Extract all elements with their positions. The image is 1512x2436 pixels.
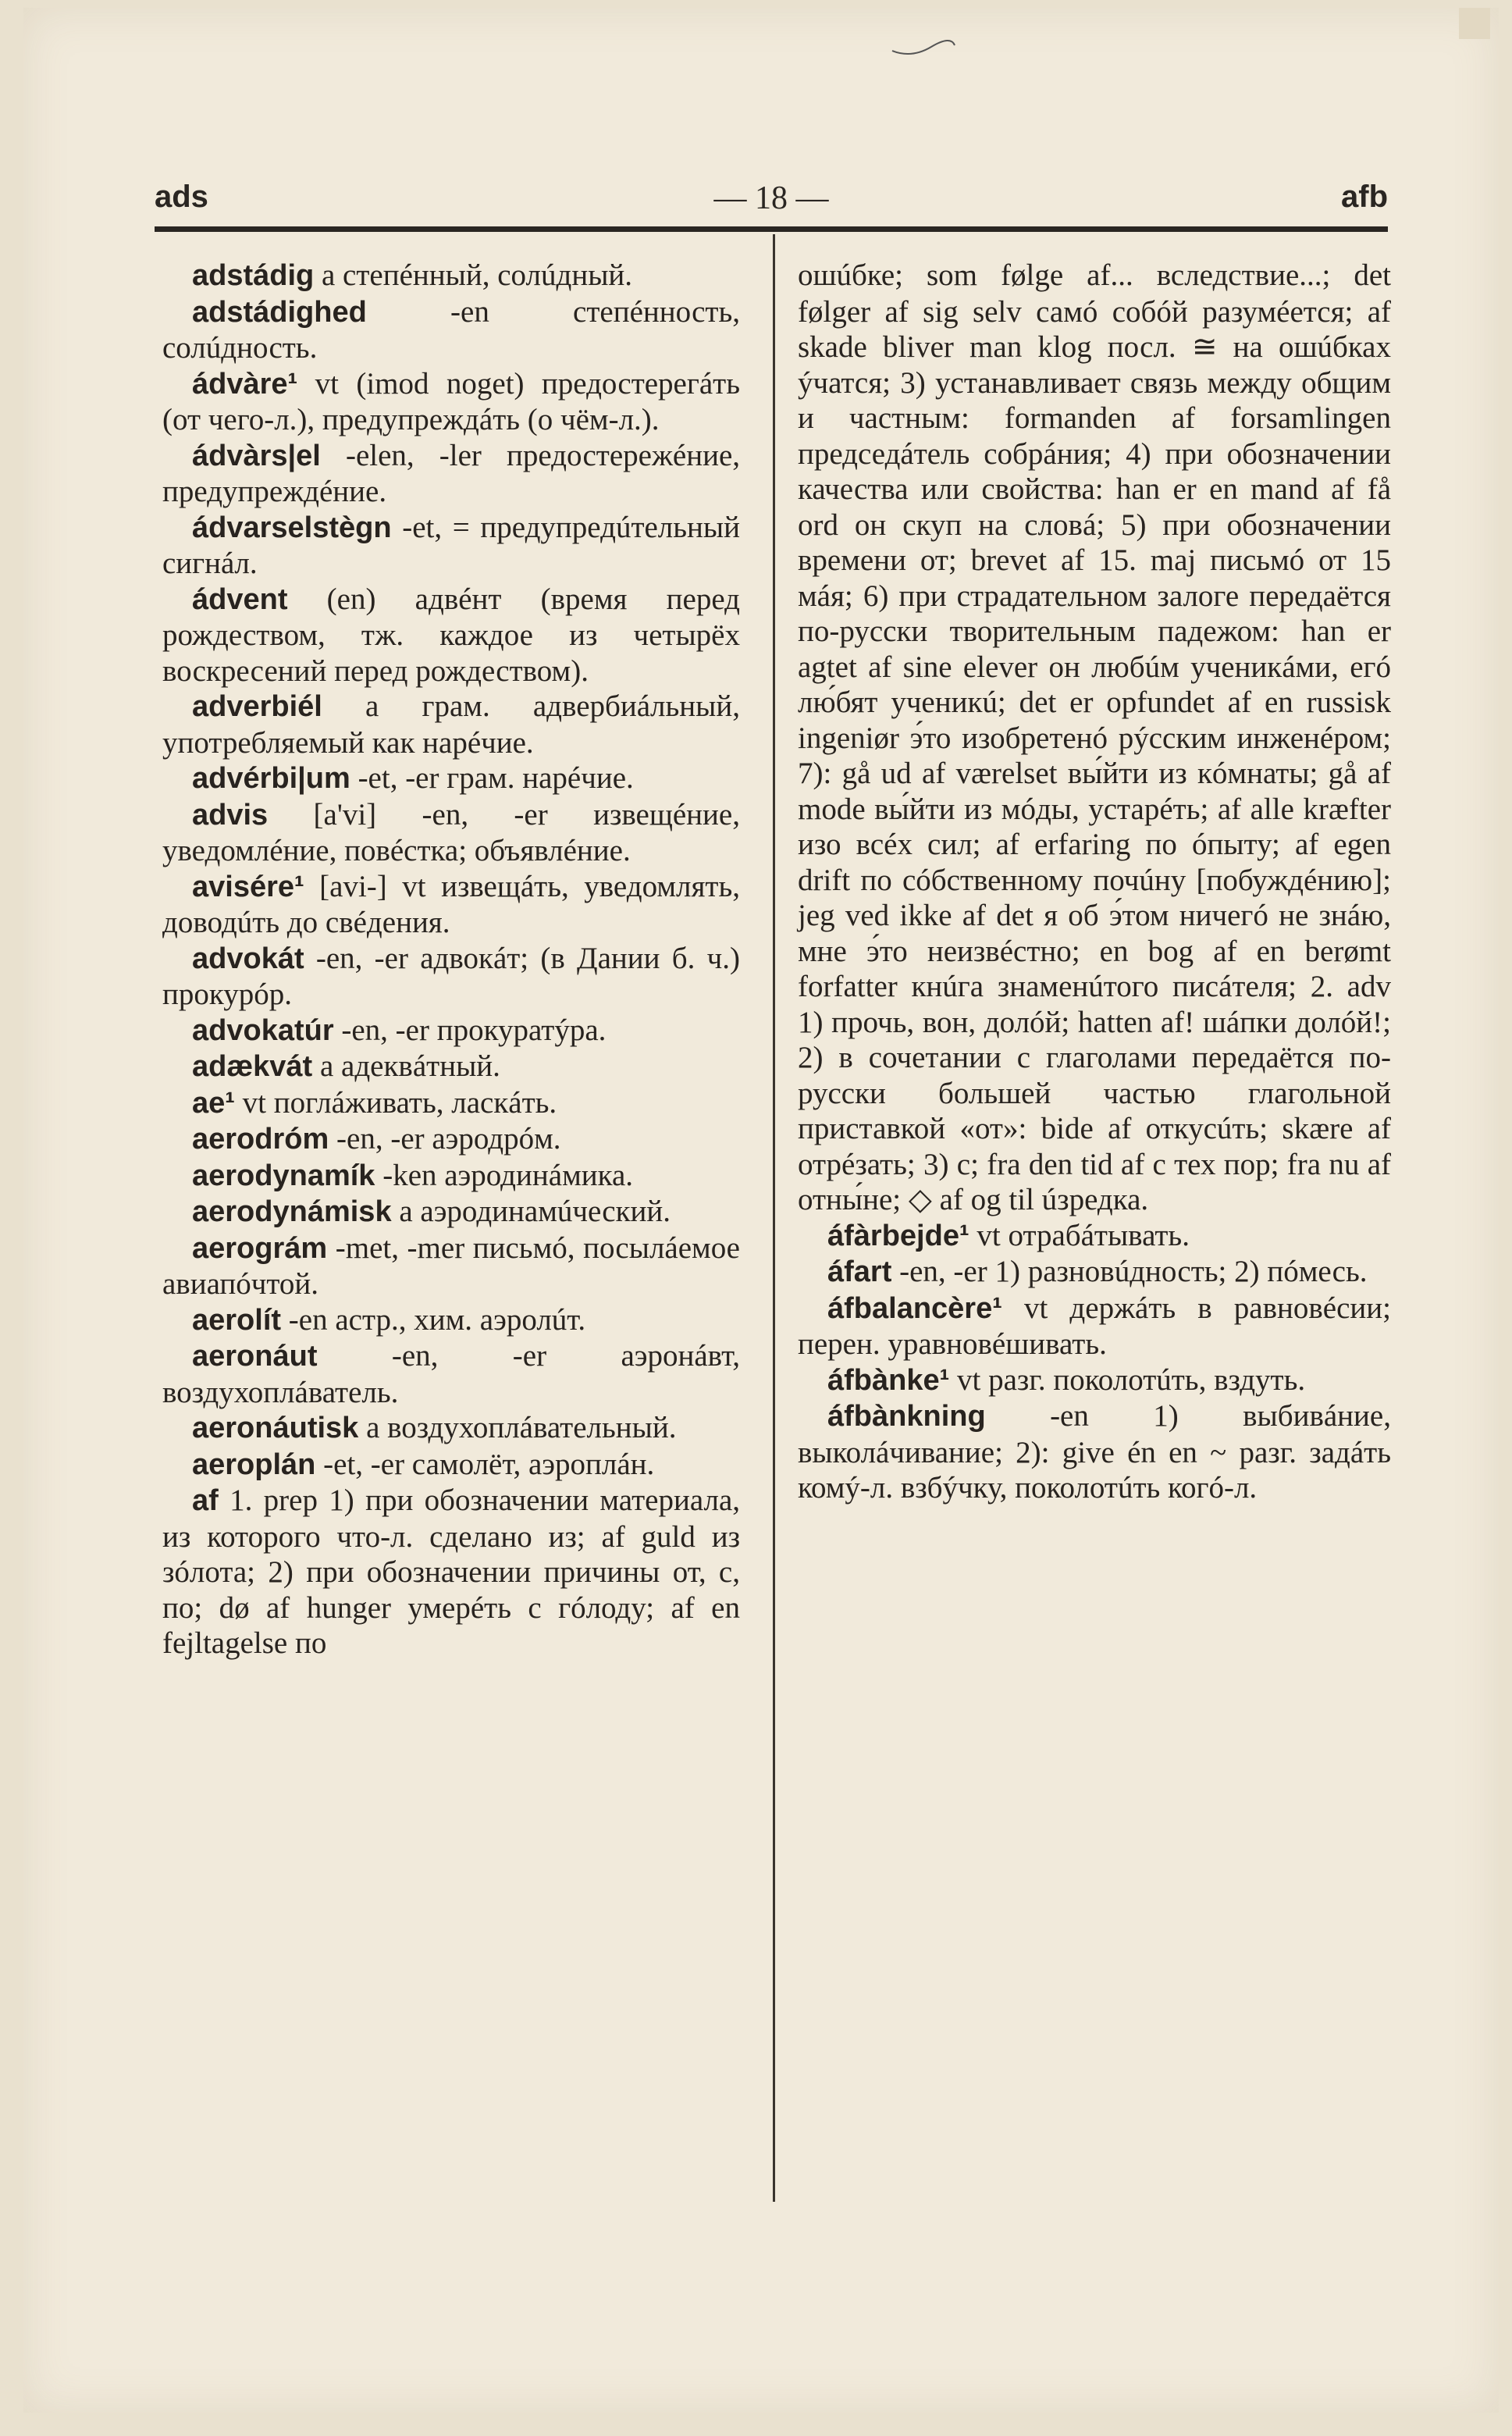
- definition-text: a грам. адвербиáльный, употребляемый как нарéчие.: [162, 689, 740, 760]
- dictionary-entry: [162, 366, 740, 438]
- dictionary-entry: [162, 760, 740, 797]
- page-header: [155, 180, 1388, 226]
- definition-text: vt поглáживать, ласкáть.: [234, 1085, 557, 1120]
- dictionary-entry: [162, 1085, 740, 1122]
- headword: advokát: [192, 942, 304, 975]
- pencil-mark-icon: [888, 16, 959, 62]
- headword: aeronáut: [192, 1340, 318, 1373]
- headword: af: [192, 1484, 219, 1517]
- definition-text: vt (imod noget) предостерегáть (от чего-л.), предупреждáть (о чём-л.).: [162, 366, 740, 436]
- headword: aerográm: [192, 1231, 328, 1265]
- left-guide-word: ads: [155, 180, 208, 214]
- headword: adstádig: [192, 259, 315, 292]
- dictionary-entry: [798, 1291, 1391, 1362]
- headword: adækvát: [192, 1050, 313, 1083]
- definition-text: [a'vi] -en, -er извещéние, уведомлéние, повéстка; объявлéние.: [162, 797, 740, 867]
- dictionary-entry: [162, 294, 740, 366]
- headword: áfart: [827, 1255, 892, 1288]
- dictionary-entry: [162, 1121, 740, 1158]
- definition-text: ошúбке; som følge af... вследствие...; det følger af sig selv самó собóй разумéется; af skade bliver man klog посл. ≅ на ошúбках ýчатся; 3) устанавливает связь между общим и частным: formanden af forsamlingen председáтель собрáния; 4) при обозначении качества или свойства: han er en mand af få ord он скуп на словá; 5) при обозначении времени от; brevet af 15. maj письмó от 15 мáя; 6) при страдательном залоге передаётся по-русски творительным падежом: han er agtet af sine elever он любúм ученикáми, егó лю́бят ученикú; det er opfundet af en russisk ingeniør э́то изобретенó рýсским инженéром; 7): gå ud af værelset вы́йти из кóмнаты; gå af mode вы́йти из мóды, устарéть; af alle kræfter изо всéх сил; af erfaring по óпыту; af egen drift по сóбственному почúну [побуждéнию]; jeg ved ikke af det я об э́том ничегó не знáю, мне э́то неизвéстно; en bog af en berømt forfatter кнúга знаменúтого писáтеля; 2. adv 1) прочь, вон, долóй; hatten af! шáпки долóй!; 2) в сочетании с глаголами передаётся по-русски большей частью глагольной приставкой «от»: bide af откусúть; skære af отрéзать; 3) c; fra den tid af с тех пор; fra nu af отны́не; ◇ af og til úзредка.: [798, 258, 1391, 1216]
- dictionary-entry: [162, 582, 740, 689]
- headword: adstádighed: [192, 295, 367, 329]
- definition-text: (en) адвéнт (время перед рождеством, тж. каждое из четырёх воскресений перед рождеством).: [162, 582, 740, 688]
- dictionary-entry: [162, 1410, 740, 1447]
- header-rule: [155, 226, 1388, 232]
- definition-text: vt отрабáтывать.: [969, 1218, 1190, 1252]
- definition-text: -en, -er 1) разновúдность; 2) пóмесь.: [891, 1255, 1368, 1288]
- headword: áfbànke¹: [827, 1363, 950, 1397]
- definition-text: -en степéнность, солúдность.: [162, 294, 740, 365]
- headword: advérbi|um: [192, 762, 350, 795]
- dictionary-entry: [162, 869, 740, 941]
- definition-text: a степéнный, солúдный.: [314, 258, 633, 292]
- dictionary-entry: [162, 1230, 740, 1302]
- dictionary-entry: [162, 1049, 740, 1085]
- headword: aeronáutisk: [192, 1412, 359, 1444]
- definition-text: a аэродинамúческий.: [391, 1195, 671, 1228]
- dictionary-entry: [162, 438, 740, 510]
- definition-text: -en, -er аэродрóм.: [329, 1122, 561, 1156]
- definition-text: [avi-] vt извещáть, уведомлять, доводúть до свéдения.: [162, 869, 740, 939]
- headword: ádvàre¹: [192, 367, 298, 401]
- definition-text: -et, -er грам. нарéчие.: [350, 761, 634, 795]
- headword: aeroplán: [192, 1448, 316, 1481]
- right-column: [798, 258, 1391, 1506]
- dictionary-entry: [162, 1194, 740, 1230]
- dictionary-entry: [162, 1483, 740, 1661]
- definition-text: vt разг. поколотúть, вздуть.: [949, 1362, 1306, 1397]
- dictionary-entry: [162, 797, 740, 869]
- headword: ae¹: [192, 1086, 235, 1120]
- column-divider: [773, 234, 775, 2202]
- dictionary-entry: [162, 1447, 740, 1483]
- definition-text: vt держáть в равновéсии; перен. уравновéшивать.: [798, 1291, 1391, 1361]
- dictionary-entry: [162, 1302, 740, 1339]
- headword: aerodynamík: [192, 1159, 375, 1192]
- definition-text: -ken аэродинáмика.: [375, 1158, 634, 1192]
- definition-text: a воздухоплáвательный.: [358, 1411, 677, 1444]
- dictionary-entry: [798, 258, 1391, 1218]
- dictionary-entry: [162, 1013, 740, 1049]
- definition-text: -et, -er самолёт, аэроплáн.: [315, 1447, 655, 1481]
- left-column: [162, 258, 740, 1661]
- headword: aerodynámisk: [192, 1195, 392, 1228]
- right-guide-word: afb: [1341, 180, 1388, 214]
- definition-text: -en астр., хим. аэролúт.: [281, 1302, 586, 1337]
- dictionary-entry: [798, 1254, 1391, 1291]
- dictionary-entry: [798, 1398, 1391, 1506]
- dictionary-entry: [798, 1362, 1391, 1399]
- definition-text: -met, -mer письмó, посылáемое авиапóчтой.: [162, 1230, 740, 1301]
- headword: ádvàrs|el: [192, 439, 321, 472]
- headword: advis: [192, 798, 269, 832]
- dictionary-entry: [162, 1158, 740, 1195]
- dictionary-entry: [162, 510, 740, 582]
- definition-text: -en, -er прокуратýра.: [333, 1013, 607, 1047]
- dictionary-entry: [162, 258, 740, 294]
- headword: aerolít: [192, 1303, 282, 1337]
- dictionary-entry: [162, 941, 740, 1013]
- page-number: — 18 —: [713, 180, 829, 216]
- definition-text: 1. prep 1) при обозначении материала, из которого что-л. сделано из; af guld из зóлота; 2) при обозначении причины от, с, по; dø af hunger умерéть с гóлоду; af en fejltagelse по: [162, 1483, 740, 1660]
- headword: ádvarselstègn: [192, 511, 392, 544]
- dictionary-entry: [162, 1338, 740, 1410]
- definition-text: -en, -er адвокáт; (в Дании б. ч.) прокурóр.: [162, 941, 740, 1011]
- definition-text: -et, = предупредúтельный сигнáл.: [162, 510, 740, 580]
- dictionary-entry: [798, 1218, 1391, 1255]
- definition-text: a адеквáтный.: [312, 1049, 500, 1083]
- dictionary-entry: [162, 689, 740, 760]
- headword: adverbiél: [192, 690, 322, 723]
- definition-text: -en, -er аэронáвт, воздухоплáватель.: [162, 1339, 740, 1409]
- definition-text: -en 1) выбивáние, выколáчивание; 2): give én en ~ разг. задáть комý-л. взбýчку, поколотúть когó-л.: [798, 1399, 1391, 1505]
- headword: áfàrbejde¹: [827, 1219, 969, 1252]
- headword: ádvent: [192, 582, 288, 616]
- headword: avisére¹: [192, 870, 304, 903]
- headword: aerodróm: [192, 1123, 329, 1156]
- definition-text: -elen, -ler предостережéние, предупреждéние.: [162, 438, 740, 508]
- headword: áfbànkning: [827, 1400, 986, 1433]
- corner-fold: [1459, 8, 1490, 39]
- headword: áfbalancère¹: [827, 1291, 1002, 1325]
- headword: advokatúr: [192, 1013, 334, 1047]
